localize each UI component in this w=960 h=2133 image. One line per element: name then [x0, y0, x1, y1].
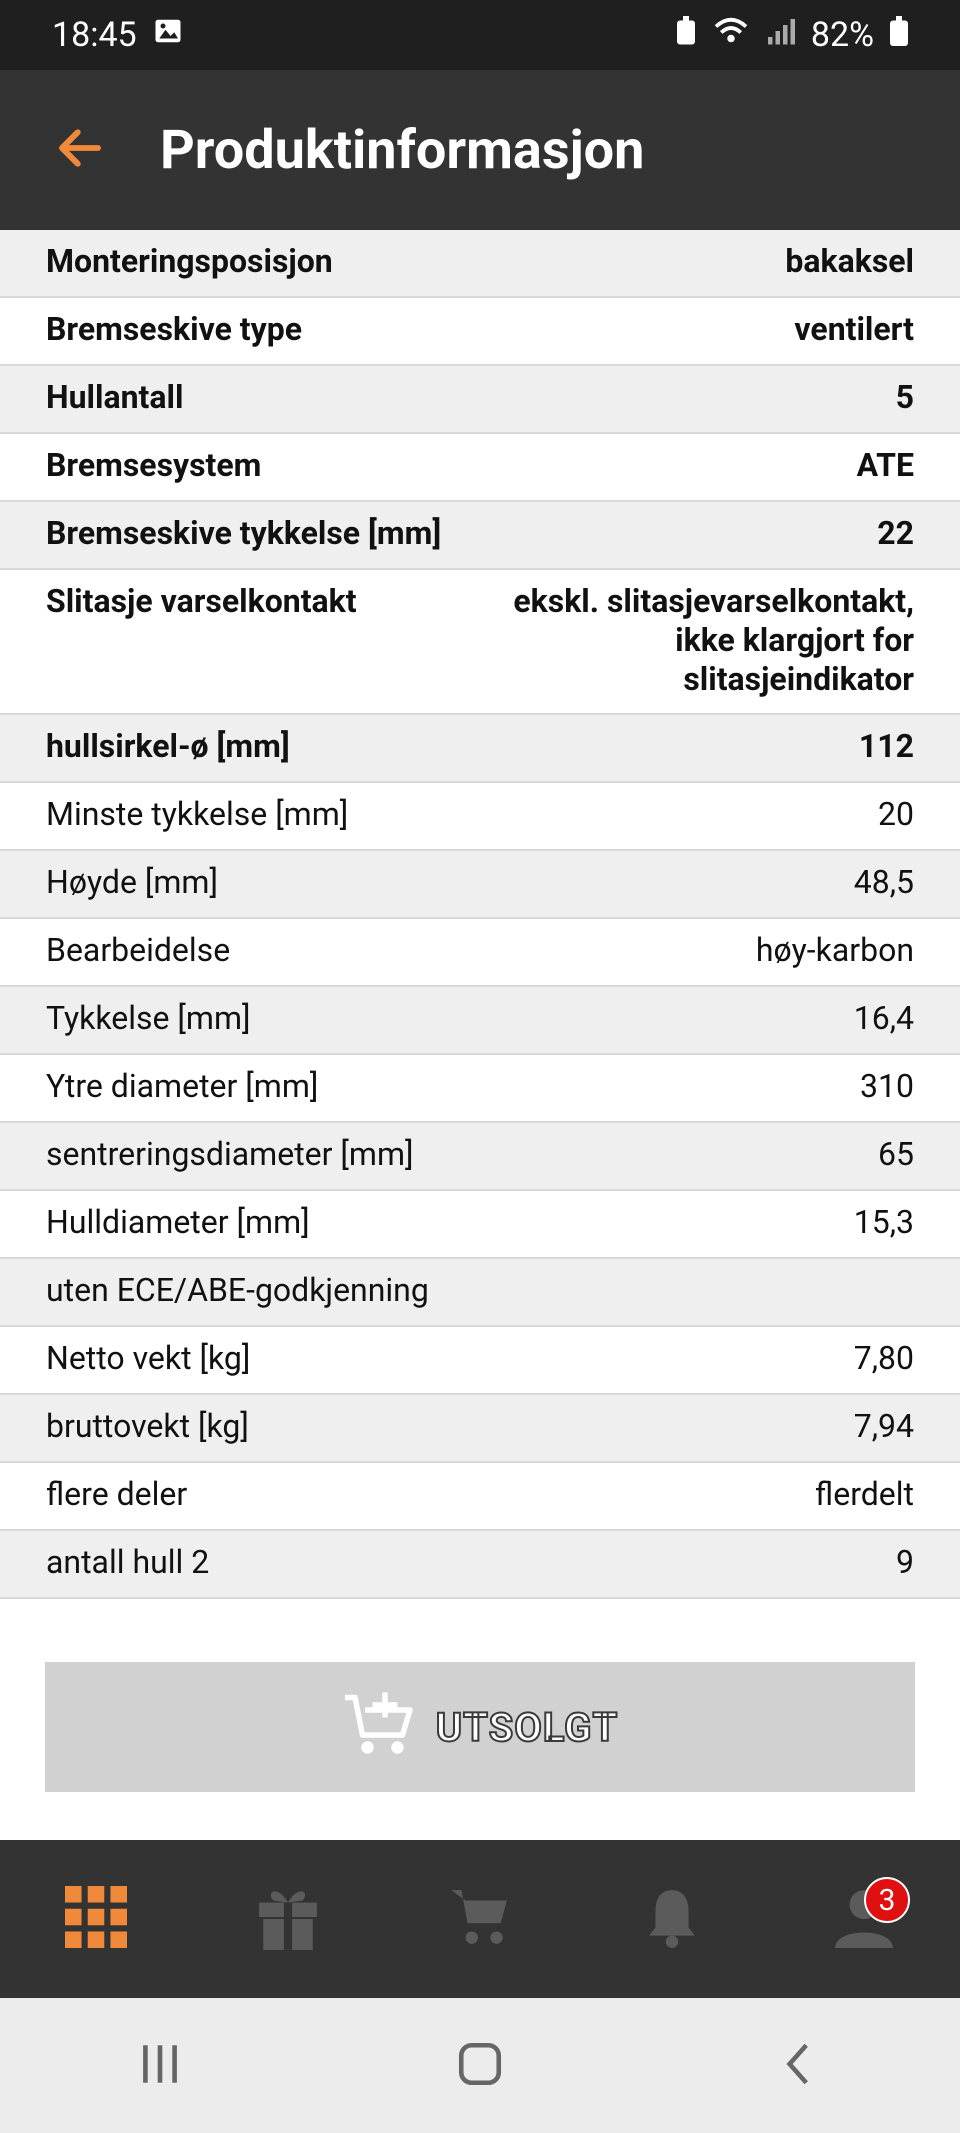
- spec-value: 65: [878, 1135, 914, 1173]
- spec-row: [0, 298, 960, 366]
- spec-row: [0, 1463, 960, 1531]
- spec-row: [0, 1327, 960, 1395]
- spec-value: flerdelt: [815, 1475, 914, 1513]
- spec-value: 5: [895, 378, 914, 416]
- battery-icon: [890, 15, 908, 55]
- bottom-nav: [0, 1840, 960, 1998]
- spec-label: Bremseskive tykkelse [mm]: [46, 514, 442, 552]
- spec-value: 22: [877, 514, 914, 552]
- spec-list: [0, 230, 960, 1599]
- spec-label: flere deler: [46, 1475, 188, 1513]
- bell-icon: [643, 1886, 701, 1952]
- nav-offers[interactable]: [228, 1859, 348, 1979]
- spec-row: [0, 987, 960, 1055]
- back-arrow-icon: [53, 121, 107, 179]
- spec-label: Slitasje varselkontakt: [46, 582, 357, 620]
- spec-row: [0, 502, 960, 570]
- battery-saver-icon: [675, 15, 697, 55]
- spec-label: Bremsesystem: [46, 446, 262, 484]
- spec-value: 48,5: [853, 863, 914, 901]
- spec-label: Monteringsposisjon: [46, 242, 333, 280]
- spec-row: [0, 434, 960, 502]
- wifi-icon: [713, 15, 749, 55]
- spec-row: [0, 1395, 960, 1463]
- system-nav-bar: [0, 1998, 960, 2133]
- spec-label: Ytre diameter [mm]: [46, 1067, 319, 1105]
- spec-row: [0, 1123, 960, 1191]
- spec-label: hullsirkel-ø [mm]: [46, 727, 290, 765]
- app-bar: [0, 70, 960, 230]
- spec-row: [0, 715, 960, 783]
- spec-row: [0, 919, 960, 987]
- recent-apps-button[interactable]: [135, 2039, 185, 2093]
- spec-row: [0, 1191, 960, 1259]
- spec-label: antall hull 2: [46, 1543, 210, 1581]
- spec-row: [0, 1259, 960, 1327]
- spec-label: Hullantall: [46, 378, 184, 416]
- spec-value: 15,3: [853, 1203, 914, 1241]
- cart-plus-icon: [342, 1690, 418, 1764]
- sold-out-button[interactable]: [45, 1662, 915, 1792]
- status-bar: [0, 0, 960, 70]
- spec-value: 112: [858, 727, 914, 765]
- spec-row: [0, 851, 960, 919]
- spec-label: Hulldiameter [mm]: [46, 1203, 310, 1241]
- nav-notifications[interactable]: [612, 1859, 732, 1979]
- spec-row: [0, 230, 960, 298]
- button-area: [0, 1610, 960, 1840]
- spec-value: høy-karbon: [755, 931, 914, 969]
- spec-row: [0, 570, 960, 715]
- spec-label: Netto vekt [kg]: [46, 1339, 251, 1377]
- back-button[interactable]: [0, 70, 160, 230]
- spec-value: 310: [860, 1067, 914, 1105]
- spec-label: Høyde [mm]: [46, 863, 218, 901]
- account-badge: 3: [864, 1877, 910, 1923]
- spec-label: uten ECE/ABE-godkjenning: [46, 1271, 429, 1309]
- spec-value: ATE: [856, 446, 914, 484]
- spec-row: [0, 783, 960, 851]
- spec-value: 20: [878, 795, 914, 833]
- page-title: Produktinformasjon: [160, 118, 645, 182]
- signal-icon: [765, 15, 795, 55]
- spec-value: bakaksel: [785, 242, 914, 280]
- home-button[interactable]: [455, 2039, 505, 2093]
- cart-icon: [449, 1886, 511, 1952]
- spec-label: Tykkelse [mm]: [46, 999, 251, 1037]
- spec-value: 16,4: [853, 999, 914, 1037]
- spec-row: [0, 366, 960, 434]
- grid-icon: [65, 1886, 127, 1952]
- spec-label: bruttovekt [kg]: [46, 1407, 249, 1445]
- gift-icon: [257, 1884, 319, 1954]
- spec-row: [0, 1055, 960, 1123]
- spec-label: sentreringsdiameter [mm]: [46, 1135, 414, 1173]
- spec-value: ventilert: [794, 310, 914, 348]
- back-nav-button[interactable]: [775, 2039, 825, 2093]
- sold-out-label: UTSOLGT: [435, 1703, 619, 1751]
- spec-row: [0, 1531, 960, 1599]
- spec-label: Minste tykkelse [mm]: [46, 795, 349, 833]
- spec-label: Bremseskive type: [46, 310, 303, 348]
- nav-catalog[interactable]: [36, 1859, 156, 1979]
- spec-label: Bearbeidelse: [46, 931, 231, 969]
- spec-value: 9: [896, 1543, 914, 1581]
- spec-value: 7,94: [853, 1407, 914, 1445]
- nav-cart[interactable]: [420, 1859, 540, 1979]
- spec-value: 7,80: [853, 1339, 914, 1377]
- gallery-icon: [153, 15, 183, 55]
- battery-level: 82%: [810, 15, 874, 55]
- status-time: 18:45: [52, 15, 137, 55]
- spec-value: ekskl. slitasjevarselkontakt, ikke klargjort for slitasjeindikator: [513, 582, 914, 698]
- nav-account[interactable]: [804, 1859, 924, 1979]
